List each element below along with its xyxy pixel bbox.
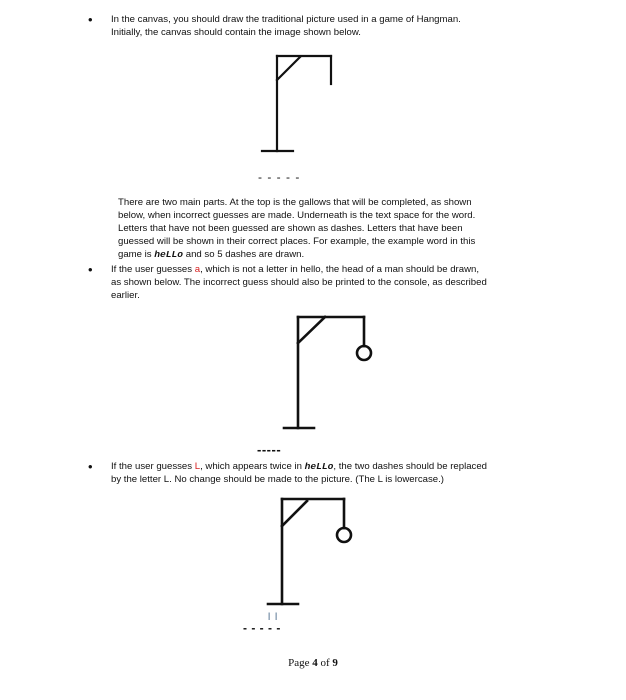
bullet-1: • (88, 12, 93, 27)
footer-of-label: of (320, 657, 330, 669)
gallows-brace (282, 501, 307, 526)
word-dashes-initial: - - - - - (258, 170, 301, 184)
footer-total-pages: 9 (332, 657, 338, 669)
example-word: heLLo (154, 249, 184, 260)
bullet-3: • (88, 459, 93, 474)
incorrect-line-3: earlier. (111, 290, 140, 301)
incorrect-line-2: as shown below. The incorrect guess should also be printed to the console, as described (111, 277, 487, 288)
revealed-letters: l l (268, 612, 279, 623)
page-footer (0, 657, 626, 669)
correct-line-1-prefix: If the user guesses (111, 461, 193, 472)
parts-line-4: guessed will be shown in their correct places. For example, the example word in this (118, 236, 476, 247)
parts-line-1: There are two main parts. At the top is the gallows that will be completed, as shown (118, 197, 472, 208)
footer-page-number: 4 (312, 657, 318, 669)
parts-line-2: below, when incorrect guesses are made. Underneath is the text space for the word. (118, 210, 476, 221)
incorrect-line-1-prefix: If the user guesses (111, 264, 193, 275)
parts-line-3: Letters that have not been guessed are shown as dashes. Letters that have been (118, 223, 463, 234)
word-dashes-after-miss: ----- (257, 442, 282, 457)
correct-line-2: by the letter L. No change should be made to the picture. (The L is lowercase.) (111, 474, 444, 485)
intro-line-2: Initially, the canvas should contain the image shown below. (111, 27, 361, 38)
bullet-2: • (88, 262, 93, 277)
correct-line-1-suffix: , the two dashes should be replaced (333, 461, 488, 472)
incorrect-line-1-suffix: , which is not a letter in hello, the head of a man should be drawn, (200, 264, 479, 275)
incorrect-guess-letter: a (194, 264, 201, 275)
parts-line-5-prefix: game is (118, 249, 152, 260)
correct-guess-letter: L (194, 461, 201, 472)
hangman-head (337, 528, 351, 542)
example-word-2: heLLo (304, 461, 334, 472)
word-dashes-after-hit: - - - - - (243, 621, 281, 635)
intro-line-1: In the canvas, you should draw the traditional picture used in a game of Hangman. (111, 14, 461, 25)
footer-page-label: Page (288, 657, 310, 669)
parts-line-5-suffix: and so 5 dashes are drawn. (185, 249, 305, 260)
correct-line-1-mid: , which appears twice in (200, 461, 302, 472)
